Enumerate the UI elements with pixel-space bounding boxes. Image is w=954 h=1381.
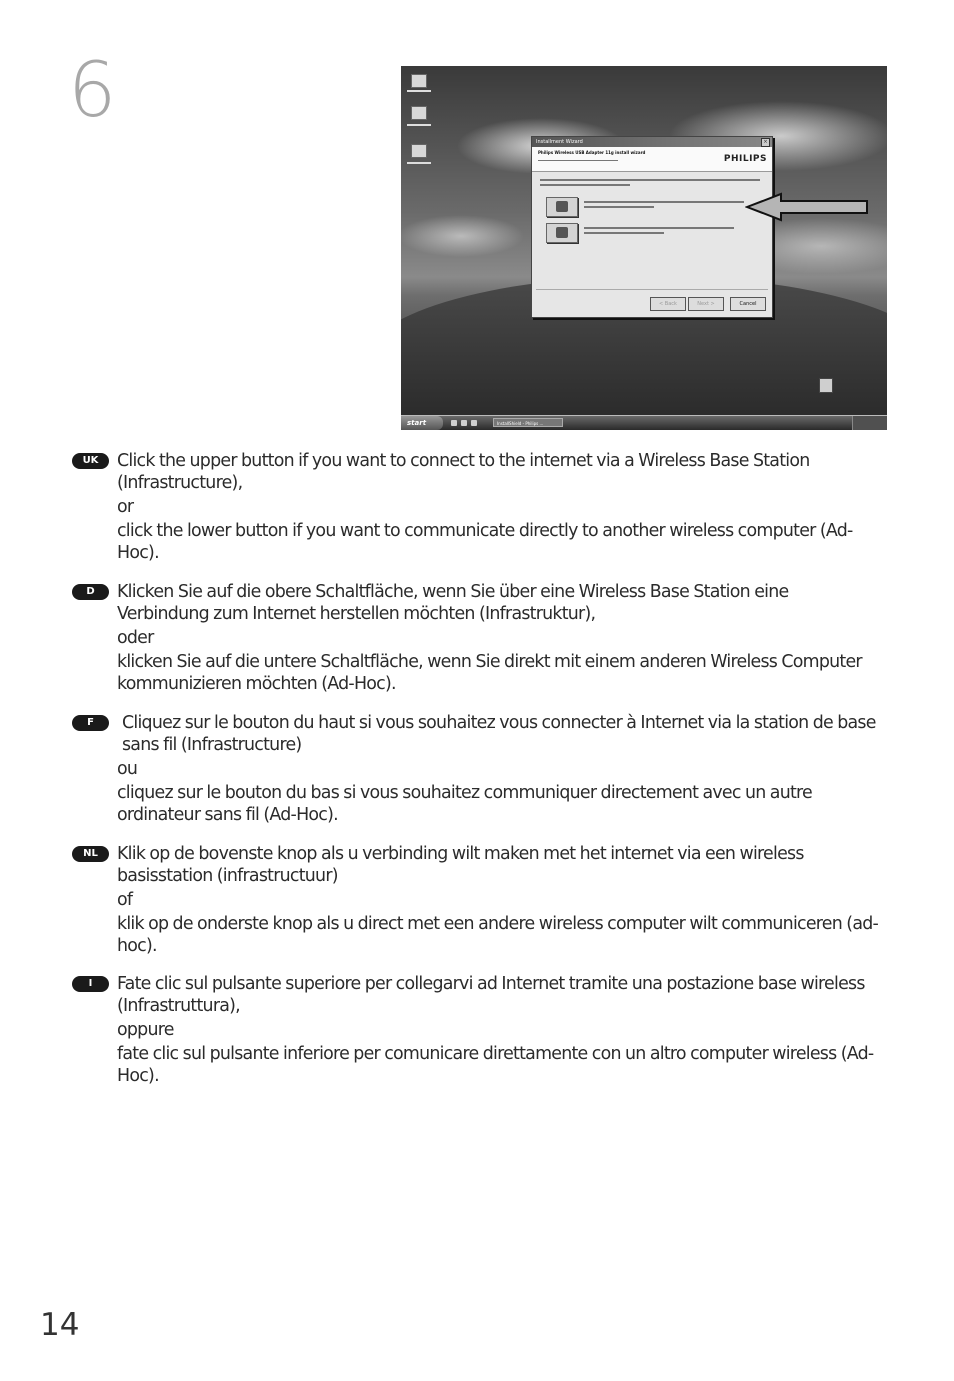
option-lower: klik op de onderste knop als u direct met een andere wireless computer wilt communiceren (ad-hoc). — [117, 914, 879, 956]
option-upper: Click the upper button if you want to connect to the internet via a Wireless Base Station (Infrastructure), — [117, 451, 810, 493]
infrastructure-description-line — [584, 201, 744, 203]
back-button[interactable]: < Back — [650, 297, 686, 311]
ad-hoc-button[interactable] — [546, 223, 578, 243]
instruction-text — [117, 843, 882, 957]
dialog-text-line — [540, 179, 760, 181]
quick-launch-icon[interactable] — [451, 420, 457, 426]
language-badge-nl: NL — [72, 846, 109, 862]
quick-launch-icon[interactable] — [471, 420, 477, 426]
dialog-footer-separator — [536, 289, 768, 290]
or-text: oder — [117, 628, 154, 648]
option-lower: cliquez sur le bouton du bas si vous souhaitez communiquer directement avec un autre ordinateur sans fil (Ad-Hoc). — [117, 783, 813, 825]
language-badge-d: D — [72, 584, 109, 600]
dialog-text-line — [540, 184, 630, 186]
desktop-icon-label — [407, 162, 431, 164]
quick-launch-icon[interactable] — [461, 420, 467, 426]
dialog-header — [532, 147, 772, 172]
taskbar — [401, 415, 887, 430]
or-text: oppure — [117, 1020, 174, 1040]
instruction-text — [117, 712, 882, 826]
cancel-button[interactable]: Cancel — [730, 297, 766, 311]
desktop-icon-label — [407, 90, 431, 92]
close-icon[interactable]: × — [761, 138, 770, 147]
my-computer-icon — [411, 74, 427, 88]
or-text: or — [117, 497, 134, 517]
network-icon — [556, 201, 568, 212]
desktop-icon-label — [407, 124, 431, 126]
next-button[interactable]: Next > — [688, 297, 724, 311]
page-number: 14 — [40, 1307, 80, 1343]
system-tray — [852, 416, 887, 430]
option-upper: Klicken Sie auf die obere Schaltfläche, wenn Sie über eine Wireless Base Station eine Verbindung zum Internet herstellen möchten (Infrastruktur), — [117, 582, 789, 624]
ad-hoc-description-line — [584, 227, 734, 229]
instruction-text — [117, 581, 882, 695]
dialog-subheading-line — [538, 160, 618, 161]
computers-icon — [556, 227, 568, 238]
language-badge-i: I — [72, 976, 109, 992]
installation-screenshot — [401, 66, 887, 430]
dialog-titlebar: Installment Wizard — [532, 137, 772, 147]
recycle-bin-icon — [819, 378, 833, 393]
start-button[interactable]: start — [401, 416, 443, 430]
infrastructure-button[interactable] — [546, 197, 578, 217]
philips-logo: PHILIPS — [723, 154, 767, 164]
language-badge-f: F — [72, 715, 109, 731]
option-lower: fate clic sul pulsante inferiore per comunicare direttamente con un altro computer wireless (Ad-Hoc). — [117, 1044, 874, 1086]
internet-explorer-icon — [411, 144, 427, 158]
ad-hoc-description-line — [584, 232, 664, 234]
dialog-heading: Philips Wireless USB Adapter 11g install wizard — [538, 150, 646, 155]
pointer-arrow-icon — [745, 192, 869, 222]
infrastructure-description-line — [584, 206, 654, 208]
option-upper: Klik op de bovenste knop als u verbinding wilt maken met het internet via een wireless basisstation (infrastructuur) — [117, 844, 804, 886]
step-number: 6 — [68, 45, 117, 134]
or-text: ou — [117, 759, 138, 779]
option-lower: click the lower button if you want to communicate directly to another wireless computer (Ad-Hoc). — [117, 521, 853, 563]
option-upper: Cliquez sur le bouton du haut si vous souhaitez vous connecter à Internet via la station de base sans fil (Infrastructure) — [122, 713, 876, 755]
taskbar-item[interactable]: InstallShield - Philips ... — [493, 418, 563, 427]
network-places-icon — [411, 106, 427, 120]
language-badge-uk: UK — [72, 453, 109, 469]
or-text: of — [117, 890, 133, 910]
instruction-text — [117, 450, 882, 564]
option-upper: Fate clic sul pulsante superiore per collegarvi ad Internet tramite una postazione base wireless (Infrastruttura), — [117, 974, 865, 1016]
option-lower: klicken Sie auf die untere Schaltfläche, wenn Sie direkt mit einem anderen Wireless Computer kommunizieren möchten (Ad-Hoc). — [117, 652, 862, 694]
install-wizard-dialog — [531, 136, 773, 318]
instruction-text — [117, 973, 882, 1087]
